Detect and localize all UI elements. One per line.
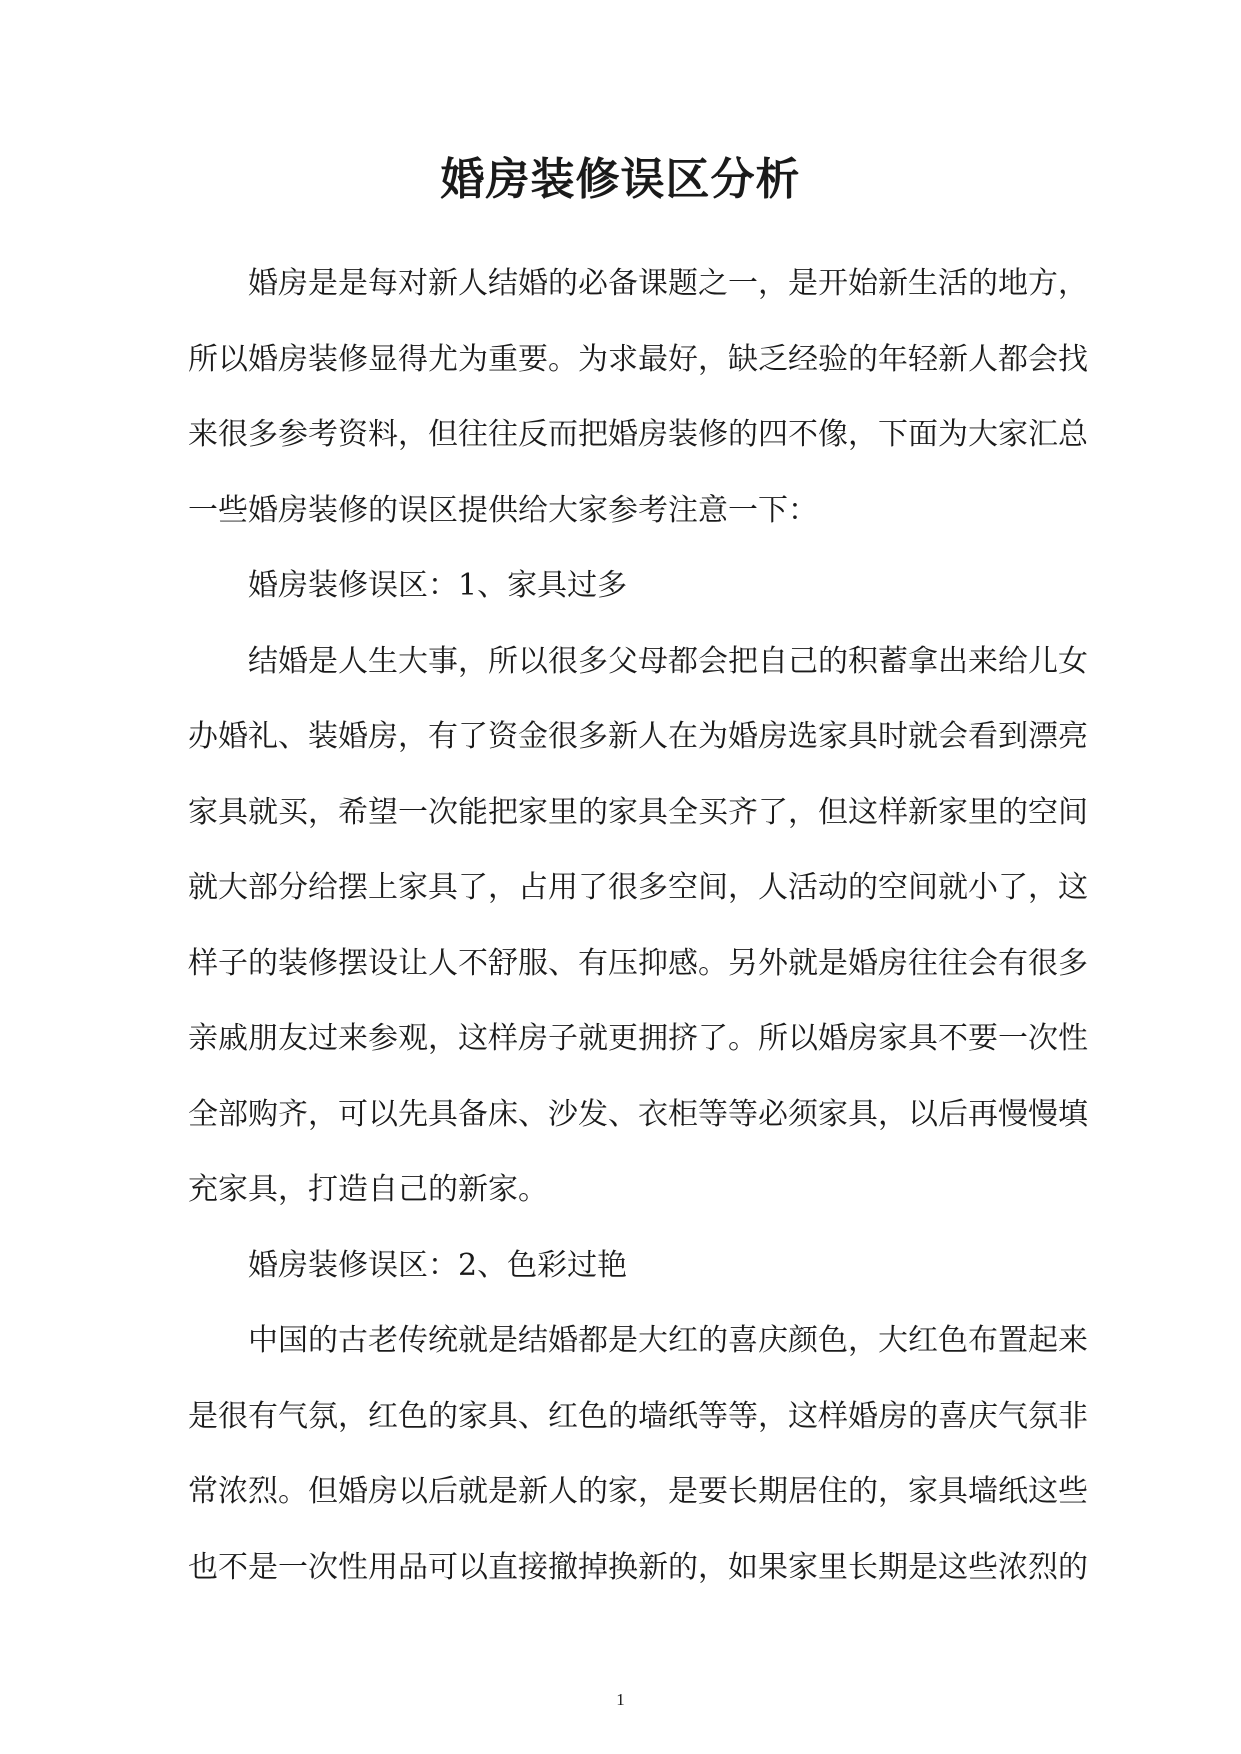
document-body xyxy=(188,254,1088,1613)
text-line: 办婚礼、装婚房，有了资金很多新人在为婚房选家具时就会看到漂亮 xyxy=(188,719,1088,754)
text-line: 家具就买，希望一次能把家里的家具全买齐了，但这样新家里的空间 xyxy=(188,794,1088,830)
section-heading-2: 婚房装修误区：2、色彩过艳 xyxy=(248,1247,628,1283)
text-line: 结婚是人生大事，所以很多父母都会把自己的积蓄拿出来给儿女 xyxy=(248,643,1088,679)
text-line: 也不是一次性用品可以直接撤掉换新的，如果家里长期是这些浓烈的 xyxy=(188,1549,1088,1585)
page-title: 婚房装修误区分析 xyxy=(440,154,801,205)
section-heading-1: 婚房装修误区：1、家具过多 xyxy=(248,568,628,603)
text-line: 全部购齐，可以先具备床、沙发、衣柜等等必须家具，以后再慢慢填 xyxy=(188,1096,1088,1132)
text-line: 样子的装修摆设让人不舒服、有压抑感。另外就是婚房往往会有很多 xyxy=(188,945,1088,981)
text-line: 来很多参考资料，但往往反而把婚房装修的四不像，下面为大家汇总 xyxy=(188,417,1088,452)
text-line: 就大部分给摆上家具了，占用了很多空间，人活动的空间就小了，这 xyxy=(188,870,1088,905)
text-line: 中国的古老传统就是结婚都是大红的喜庆颜色，大红色布置起来 xyxy=(248,1323,1088,1358)
text-line: 婚房是是每对新人结婚的必备课题之一，是开始新生活的地方， xyxy=(248,266,1088,301)
page-number: 1 xyxy=(616,1690,625,1709)
text-line: 是很有气氛，红色的家具、红色的墙纸等等，这样婚房的喜庆气氛非 xyxy=(188,1398,1088,1434)
text-line: 所以婚房装修显得尤为重要。为求最好，缺乏经验的年轻新人都会找 xyxy=(188,341,1088,377)
text-line: 一些婚房装修的误区提供给大家参考注意一下： xyxy=(188,492,818,528)
text-line: 亲戚朋友过来参观，这样房子就更拥挤了。所以婚房家具不要一次性 xyxy=(188,1021,1088,1056)
text-line: 充家具，打造自己的新家。 xyxy=(188,1172,548,1207)
text-line: 常浓烈。但婚房以后就是新人的家，是要长期居住的，家具墙纸这些 xyxy=(188,1474,1088,1509)
